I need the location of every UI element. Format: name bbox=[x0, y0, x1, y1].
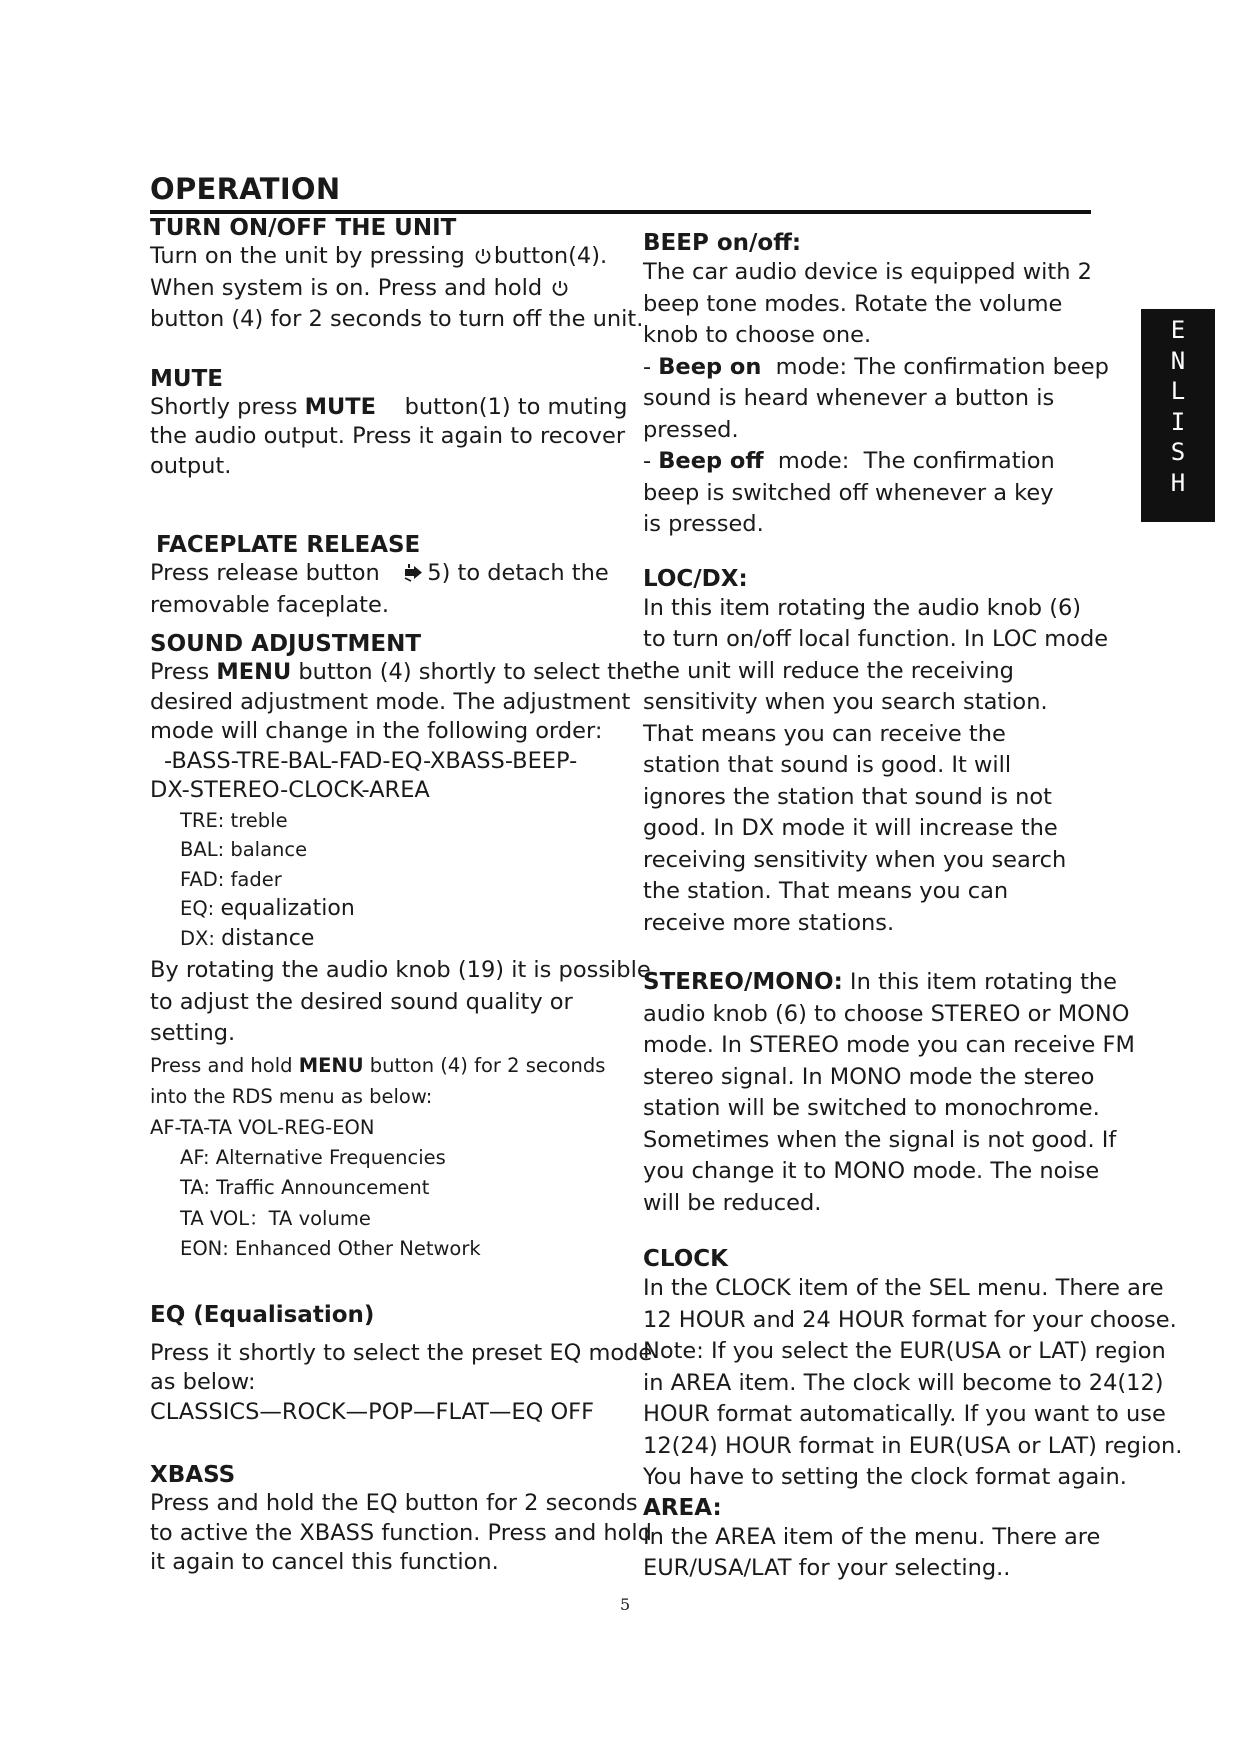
definition-item bbox=[150, 924, 630, 954]
text-run: - bbox=[643, 448, 659, 474]
text-run: - bbox=[643, 353, 659, 380]
side-tab-letter: S bbox=[1170, 438, 1186, 466]
paragraph-line: mode will change in the following order: bbox=[150, 718, 603, 744]
section-faceplate-release bbox=[150, 531, 630, 620]
paragraph-line: 12(24) HOUR format in EUR(USA or LAT) region. bbox=[643, 1432, 1183, 1459]
section-heading: FACEPLATE RELEASE bbox=[156, 532, 421, 558]
text-run: 5) to detach the bbox=[427, 560, 609, 586]
section-heading: STEREO/MONO: bbox=[643, 969, 843, 995]
paragraph-line: button (4) for 2 seconds to turn off the unit. bbox=[150, 306, 644, 332]
power-icon bbox=[474, 244, 492, 274]
text-run: distance bbox=[221, 925, 315, 951]
text-run: In this item rotating the bbox=[842, 969, 1117, 995]
text-run: mode: The confirmation beep bbox=[761, 353, 1109, 380]
side-tab-letter: N bbox=[1170, 346, 1186, 375]
section-eq bbox=[150, 1301, 653, 1428]
paragraph-line: Note: If you select the EUR(USA or LAT) region bbox=[643, 1338, 1166, 1364]
paragraph-line: CLASSICS—ROCK—POP—FLAT—EQ OFF bbox=[150, 1398, 595, 1425]
paragraph-line: good. In DX mode it will increase the bbox=[643, 815, 1058, 841]
paragraph-line: Sometimes when the signal is not good. If bbox=[643, 1126, 1117, 1153]
section-heading: LOC/DX: bbox=[643, 565, 748, 592]
definition-item bbox=[150, 894, 630, 924]
paragraph-line: In this item rotating the audio knob (6) bbox=[643, 594, 1082, 621]
text-run: EQ: bbox=[180, 897, 221, 920]
paragraph-line bbox=[643, 967, 1163, 999]
paragraph-line: is pressed. bbox=[643, 511, 764, 537]
paragraph-line: Press it shortly to select the preset EQ mode bbox=[150, 1339, 653, 1366]
section-heading: EQ (Equalisation) bbox=[150, 1301, 375, 1328]
text-run: button(1) to muting bbox=[404, 393, 628, 420]
left-column bbox=[150, 214, 653, 1578]
bold-run: MUTE bbox=[304, 393, 376, 420]
paragraph-line bbox=[643, 446, 1163, 478]
paragraph-line: You have to setting the clock format again. bbox=[643, 1464, 1127, 1490]
paragraph-line bbox=[150, 658, 644, 688]
paragraph-line: to turn on/off local function. In LOC mode bbox=[643, 626, 1109, 652]
paragraph-line: sound is heard whenever a button is bbox=[643, 385, 1055, 411]
text-run: Press bbox=[150, 659, 217, 685]
paragraph-line: station that sound is good. It will bbox=[643, 752, 1012, 778]
paragraph-line: receiving sensitivity when you search bbox=[643, 846, 1067, 873]
bold-run: MENU bbox=[298, 1053, 364, 1077]
paragraph-line bbox=[150, 559, 630, 591]
paragraph-line: beep tone modes. Rotate the volume bbox=[643, 290, 1063, 317]
paragraph-line: beep is switched off whenever a key bbox=[643, 479, 1054, 506]
paragraph-line: pressed. bbox=[643, 416, 739, 443]
side-tab-letter: I bbox=[1170, 407, 1186, 436]
paragraph-line: the station. That means you can bbox=[643, 878, 1009, 904]
paragraph-line: the audio output. Press it again to recover bbox=[150, 423, 626, 449]
page-title: OPERATION bbox=[150, 172, 341, 206]
section-heading: CLOCK bbox=[643, 1246, 728, 1272]
paragraph-line: into the RDS menu as below: bbox=[150, 1084, 433, 1108]
text-run: button (4) shortly to select the bbox=[291, 659, 644, 685]
paragraph-line: ignores the station that sound is not bbox=[643, 783, 1052, 810]
text-run: DX: bbox=[180, 926, 222, 950]
paragraph-line: HOUR format automatically. If you want to use bbox=[643, 1401, 1166, 1427]
section-mute bbox=[150, 365, 630, 482]
rds-item: EON: Enhanced Other Network bbox=[180, 1237, 481, 1260]
power-icon bbox=[551, 276, 569, 306]
bold-run: Beep off bbox=[658, 448, 764, 474]
text-run: button(4). bbox=[493, 243, 608, 269]
side-tab-letter: L bbox=[1170, 377, 1186, 405]
paragraph-line bbox=[150, 242, 630, 274]
paragraph-line: setting. bbox=[150, 1020, 236, 1046]
text-run: Shortly press bbox=[150, 393, 305, 420]
paragraph-line: sensitivity when you search station. bbox=[643, 689, 1048, 715]
text-run: Press release button bbox=[150, 560, 387, 586]
text-run: equalization bbox=[220, 896, 355, 921]
paragraph-line: it again to cancel this function. bbox=[150, 1549, 499, 1575]
text-run: When system is on. Press and hold bbox=[150, 274, 550, 301]
paragraph-line: That means you can receive the bbox=[643, 720, 1006, 747]
paragraph-line: in AREA item. The clock will become to 24(12) bbox=[643, 1369, 1164, 1396]
paragraph-line: In the CLOCK item of the SEL menu. There are bbox=[643, 1275, 1164, 1301]
paragraph-line: as below: bbox=[150, 1369, 256, 1395]
paragraph-line: will be reduced. bbox=[643, 1189, 822, 1216]
paragraph-line: desired adjustment mode. The adjustment bbox=[150, 688, 631, 715]
paragraph-line: knob to choose one. bbox=[643, 322, 872, 348]
rds-item: TA: Traffic Announcement bbox=[180, 1176, 430, 1199]
section-heading: BEEP on/off: bbox=[643, 230, 802, 256]
paragraph-line: 12 HOUR and 24 HOUR format for your choose. bbox=[643, 1306, 1177, 1333]
section-heading: SOUND ADJUSTMENT bbox=[150, 631, 422, 657]
paragraph-line: you change it to MONO mode. The noise bbox=[643, 1158, 1100, 1184]
section-heading: AREA: bbox=[643, 1494, 722, 1521]
paragraph-line: output. bbox=[150, 452, 232, 479]
rds-item: TA VOL：TA volume bbox=[180, 1206, 371, 1230]
definition-item: TRE: treble bbox=[180, 808, 288, 832]
release-icon bbox=[403, 561, 425, 591]
section-sound-adjustment bbox=[150, 630, 651, 1265]
section-xbass bbox=[150, 1461, 652, 1578]
page-number: 5 bbox=[620, 1595, 631, 1614]
paragraph-line: mode. In STEREO mode you can receive FM bbox=[643, 1032, 1135, 1058]
text-run: mode: The confirmation bbox=[763, 448, 1055, 474]
paragraph-line: DX-STEREO-CLOCK-AREA bbox=[150, 777, 430, 803]
paragraph-line: Press and hold the EQ button for 2 seconds bbox=[150, 1490, 638, 1516]
section-heading: MUTE bbox=[150, 365, 223, 392]
definition-item: BAL: balance bbox=[180, 838, 308, 861]
paragraph-line bbox=[150, 274, 630, 306]
section-area bbox=[643, 1494, 1163, 1585]
paragraph-line bbox=[643, 352, 1163, 384]
bold-run: Beep on bbox=[658, 353, 762, 380]
paragraph-line: removable faceplate. bbox=[150, 591, 389, 618]
paragraph-line: stereo signal. In MONO mode the stereo bbox=[643, 1063, 1095, 1090]
paragraph-line: to active the XBASS function. Press and hold bbox=[150, 1519, 652, 1546]
side-tab-letter: H bbox=[1170, 468, 1186, 497]
paragraph-line: to adjust the desired sound quality or bbox=[150, 988, 573, 1015]
section-beep bbox=[643, 229, 1163, 541]
section-heading: TURN ON/OFF THE UNIT bbox=[150, 215, 457, 241]
paragraph-line: The car audio device is equipped with 2 bbox=[643, 259, 1092, 285]
paragraph-line: station will be switched to monochrome. bbox=[643, 1095, 1100, 1121]
paragraph-line: receive more stations. bbox=[643, 909, 895, 936]
text-run: Turn on the unit by pressing bbox=[150, 243, 472, 269]
paragraph-line: EUR/USA/LAT for your selecting.. bbox=[643, 1555, 1011, 1581]
paragraph-line: -BASS-TRE-BAL-FAD-EQ-XBASS-BEEP- bbox=[164, 747, 578, 774]
section-stereo-mono bbox=[643, 967, 1163, 1219]
section-turn-on-off bbox=[150, 214, 644, 335]
definition-item: FAD: fader bbox=[180, 867, 282, 891]
section-loc-dx bbox=[643, 565, 1163, 940]
text-run: button (4) for 2 seconds bbox=[363, 1053, 606, 1077]
side-tab-letter: E bbox=[1170, 316, 1186, 344]
paragraph-line: the unit will reduce the receiving bbox=[643, 657, 1014, 684]
bold-run: MENU bbox=[216, 659, 292, 685]
rds-item: AF: Alternative Frequencies bbox=[180, 1145, 446, 1169]
right-column bbox=[643, 229, 1183, 1585]
text-run: Press and hold bbox=[150, 1053, 299, 1077]
paragraph-line bbox=[150, 393, 630, 423]
paragraph-line: In the AREA item of the menu. There are bbox=[643, 1523, 1101, 1550]
section-heading: XBASS bbox=[150, 1462, 236, 1488]
paragraph-line bbox=[150, 1050, 630, 1081]
section-clock bbox=[643, 1245, 1183, 1494]
paragraph-line: AF-TA-TA VOL-REG-EON bbox=[150, 1115, 375, 1139]
paragraph-line: By rotating the audio knob (19) it is possible bbox=[150, 957, 651, 983]
paragraph-line: audio knob (6) to choose STEREO or MONO bbox=[643, 1000, 1130, 1027]
